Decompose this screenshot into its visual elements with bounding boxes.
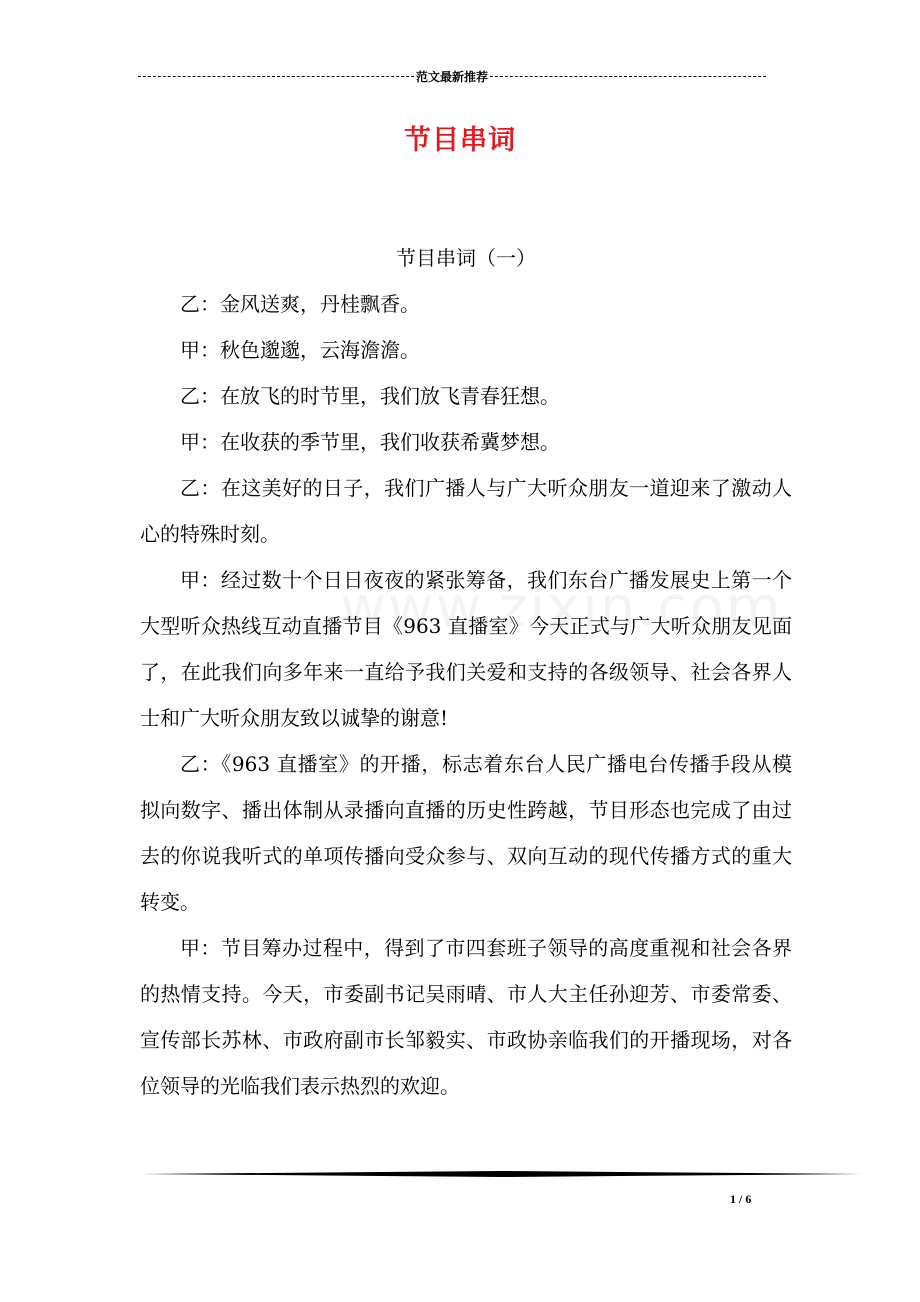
paragraph: 乙：金风送爽，丹桂飘香。 <box>180 292 420 316</box>
document-title: 节目串词 <box>404 125 516 156</box>
header-label: 范文最新推荐 <box>416 69 489 84</box>
header-dash-left <box>138 76 414 77</box>
paragraph: 甲：经过数十个日日夜夜的紧张筹备，我们东台广播发展史上第一个大型听众热线互动直播节目《963 直播室》今天正式与广大听众朋友见面了，在此我们向多年来一直给予我们关爱和支持的各级领导、社会各界人士和广大听众朋友致以诚挚的谢意! <box>140 568 792 730</box>
paragraph: 乙：《963 直播室》的开播，标志着东台人民广播电台传播手段从模拟向数字、播出体制从录播向直播的历史性跨越，节目形态也完成了由过去的你说我听式的单项传播向受众参与、双向互动的现代传播方式的重大转变。 <box>140 752 792 914</box>
paragraph: 甲：在收获的季节里，我们收获希冀梦想。 <box>180 430 560 454</box>
page-number: 1 / 6 <box>730 1192 752 1206</box>
document-body <box>140 235 792 1109</box>
page-header <box>138 66 766 86</box>
section-heading: 节目串词（一） <box>396 246 536 270</box>
paragraph: 乙：在这美好的日子，我们广播人与广大听众朋友一道迎来了激动人心的特殊时刻。 <box>140 476 792 546</box>
paragraph: 乙：在放飞的时节里，我们放飞青春狂想。 <box>180 384 560 408</box>
header-dash-right <box>490 76 766 77</box>
footer-rule <box>142 1168 862 1180</box>
paragraph: 甲：秋色邈邈，云海澹澹。 <box>180 338 420 362</box>
paragraph: 甲：节目筹办过程中，得到了市四套班子领导的高度重视和社会各界的热情支持。今天，市委副书记吴雨晴、市人大主任孙迎芳、市委常委、宣传部长苏林、市政府副市长邹毅实、市政协亲临我们的开播现场，对各位领导的光临我们表示热烈的欢迎。 <box>140 936 792 1098</box>
